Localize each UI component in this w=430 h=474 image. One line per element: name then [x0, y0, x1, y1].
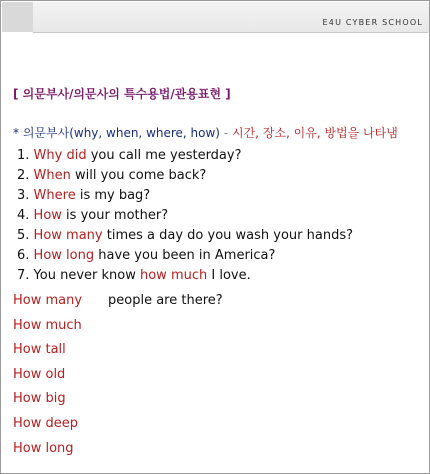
header-corner-block — [2, 2, 33, 32]
sentence-number: 4. — [17, 208, 30, 223]
how-phrase-row — [13, 291, 223, 316]
how-phrase-row — [13, 414, 82, 439]
sentence-rest: will you come back? — [70, 168, 207, 183]
sentence-rest: is my bag? — [75, 188, 151, 203]
sentence-rest: is your mother? — [61, 208, 169, 223]
sentence-highlight: Where — [33, 188, 76, 203]
sentence-number: 3. — [17, 188, 30, 203]
sentence-item — [17, 266, 353, 286]
sentence-highlight: how much — [139, 268, 208, 283]
sentence-rest: you call me yesterday? — [86, 148, 242, 163]
sentence-prefix: You never know — [29, 268, 140, 283]
sentence-number: 7. — [17, 268, 30, 283]
sentence-highlight: Why did — [33, 148, 87, 163]
subtitle — [13, 124, 398, 141]
sentence-item — [17, 226, 353, 246]
how-phrase: How tall — [13, 342, 66, 358]
how-phrase: How much — [13, 317, 82, 333]
sentence-highlight: How — [33, 208, 62, 223]
how-phrase: How long — [13, 440, 74, 456]
sentence-rest: times a day do you wash your hands? — [102, 228, 353, 243]
brand-label: E4U CYBER SCHOOL — [322, 18, 423, 27]
sentence-number: 2. — [17, 168, 30, 183]
how-phrase-row — [13, 340, 82, 365]
header-divider — [33, 32, 428, 33]
how-phrase-row — [13, 316, 82, 341]
subtitle-bullet: * — [13, 126, 19, 140]
sentence-number: 5. — [17, 228, 30, 243]
sentence-item — [17, 166, 353, 186]
subtitle-dash: - — [223, 126, 229, 140]
how-phrase-example: people are there? — [108, 293, 223, 308]
subtitle-keyword: 의문부사(why, when, where, how) — [22, 126, 220, 140]
example-sentences — [17, 146, 353, 286]
sentence-number: 1. — [17, 148, 30, 163]
sentence-rest: I love. — [207, 268, 251, 283]
sentence-number: 6. — [17, 248, 30, 263]
how-phrase-row — [13, 389, 82, 414]
sentence-item — [17, 186, 353, 206]
how-phrase-row — [13, 439, 82, 464]
how-phrase-row — [13, 365, 82, 390]
sentence-highlight: How long — [33, 248, 95, 263]
header-bar — [33, 2, 429, 32]
section-title: [ 의문부사/의문사의 특수용법/관용표현 ] — [13, 87, 231, 101]
sentence-item — [17, 206, 353, 226]
sentence-highlight: How many — [33, 228, 103, 243]
how-phrase: How old — [13, 366, 66, 382]
how-phrase-list — [13, 291, 223, 463]
sentence-highlight: When — [33, 168, 71, 183]
how-phrase: How big — [13, 391, 66, 407]
sentence-rest: have you been in America? — [94, 248, 276, 263]
sentence-item — [17, 246, 353, 266]
subtitle-description: 시간, 장소, 이유, 방법을 나타냄 — [232, 126, 398, 140]
how-phrase: How deep — [13, 415, 78, 431]
how-phrase: How many — [13, 293, 83, 308]
sentence-item — [17, 146, 353, 166]
